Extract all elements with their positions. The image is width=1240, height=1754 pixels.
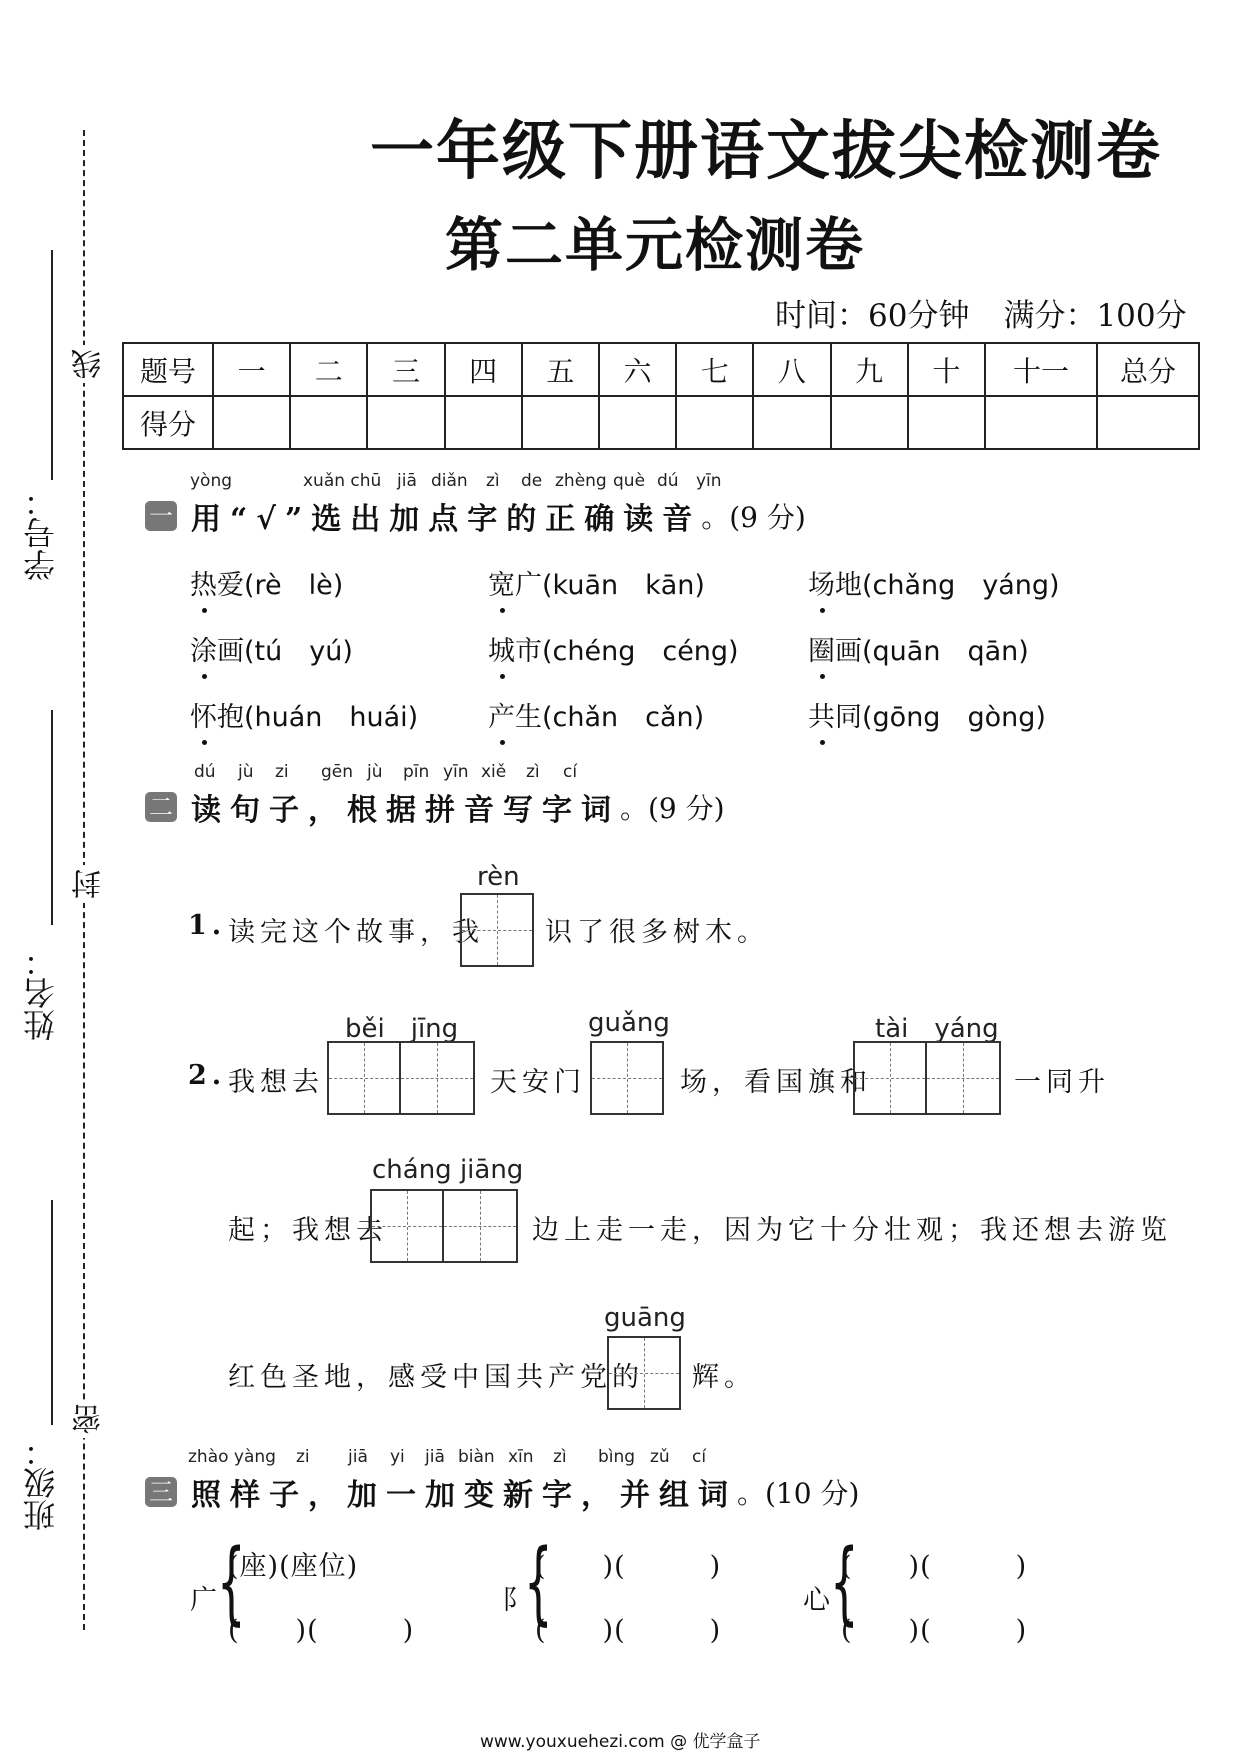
exam-meta [775, 290, 1221, 335]
pinyin: xuǎn chū [303, 471, 382, 491]
section-score: 。(9 分) [620, 792, 725, 825]
pinyin-choices[interactable]: (chǎng yáng) [862, 570, 1060, 601]
score-col: 六 [599, 343, 676, 396]
sentence-text: 识了很多树木。 [545, 917, 769, 948]
pinyin-hint: guāng [604, 1303, 686, 1333]
class-line [51, 1200, 53, 1425]
score-row-label: 得分 [123, 396, 213, 449]
writing-box[interactable] [460, 893, 534, 967]
pinyin: dú [194, 762, 216, 782]
pinyin-hint: tài yáng [875, 1014, 999, 1044]
pinyin-hint: cháng jiāng [372, 1155, 524, 1185]
student-id-line [51, 250, 53, 480]
pinyin: zǔ [650, 1447, 670, 1467]
score-col-total: 总分 [1097, 343, 1199, 396]
score-cell[interactable] [831, 396, 908, 449]
pinyin: xīn [508, 1447, 534, 1467]
word-example: (座)(座位) [228, 1551, 359, 1582]
score-cell[interactable] [522, 396, 599, 449]
name-label: 姓名： [22, 945, 60, 1041]
binding-mark-seal: 封 [68, 865, 112, 903]
word-blank[interactable]: ( )( ) [535, 1551, 722, 1582]
time-label: 时间：60分钟 [775, 298, 970, 334]
word-blank[interactable]: ( )( ) [841, 1551, 1028, 1582]
score-cell[interactable] [908, 396, 985, 449]
section-1-heading [145, 494, 806, 538]
question-number: 2. [188, 1060, 227, 1091]
word-blank[interactable]: ( )( ) [228, 1615, 415, 1646]
score-col: 十一 [985, 343, 1097, 396]
page-subtitle: 第二单元检测卷 [445, 211, 866, 279]
binding-mark-secret: 密 [68, 1400, 112, 1438]
writing-box[interactable] [370, 1189, 518, 1263]
score-col: 五 [522, 343, 599, 396]
section-instruction: 用“√”选出加点字的正确读音 [191, 502, 702, 537]
sentence-text: 起；我想去 [228, 1215, 388, 1246]
score-cell[interactable] [213, 396, 290, 449]
score-cell[interactable] [985, 396, 1097, 449]
reading-option [488, 629, 739, 668]
student-id-label: 学号： [22, 485, 60, 581]
pinyin: bìng [598, 1447, 636, 1467]
full-score-label: 满分：100分 [1003, 298, 1187, 334]
brace-icon: { [524, 1530, 553, 1635]
pinyin: yīn [696, 471, 722, 491]
score-cell[interactable] [599, 396, 676, 449]
writing-box[interactable] [853, 1041, 1001, 1115]
sentence-text: 天安门 [490, 1067, 586, 1098]
pinyin: jiā [348, 1447, 368, 1467]
pinyin: yīn [443, 762, 469, 782]
binding-mark-line: 线 [68, 345, 112, 383]
pinyin: jù [238, 762, 254, 782]
pinyin: jiā [425, 1447, 445, 1467]
score-cell[interactable] [753, 396, 830, 449]
page-title: 一年级下册语文拔尖检测卷 [370, 114, 1162, 189]
score-cell[interactable] [290, 396, 367, 449]
pinyin-hint: guǎng [588, 1008, 670, 1038]
pinyin-choices[interactable]: (kuān kān) [542, 570, 705, 601]
question-number: 1. [188, 910, 227, 941]
score-cell[interactable] [1097, 396, 1199, 449]
sentence-text: 我想去 [228, 1067, 324, 1098]
section-score: 。(10 分) [737, 1477, 860, 1510]
score-table [122, 342, 1200, 450]
pinyin: zi [275, 762, 289, 782]
name-line [51, 710, 53, 925]
dotted-char: 城 [488, 636, 515, 667]
word-rest: 广 [515, 570, 542, 601]
score-cell[interactable] [445, 396, 522, 449]
pinyin: cí [563, 762, 578, 782]
sentence-text: 读完这个故事，我 [228, 917, 484, 948]
pinyin: què [613, 471, 646, 491]
pinyin: diǎn [431, 471, 468, 491]
section-3-heading [145, 1470, 859, 1514]
pinyin: de [521, 471, 543, 491]
sentence-text: 场，看国旗和 [680, 1067, 872, 1098]
word-rest: 地 [835, 570, 862, 601]
pinyin-hint: rèn [477, 862, 520, 892]
sentence-text: 红色圣地，感受中国共产党的 [228, 1362, 644, 1393]
reading-option [808, 695, 1046, 734]
radical: 阝 [502, 1585, 529, 1616]
sentence-text: 一同升 [1014, 1067, 1110, 1098]
dotted-char: 产 [488, 702, 515, 733]
pinyin: pīn [403, 762, 430, 782]
footer-watermark: www.youxuehezi.com @ 优学盒子 [480, 1732, 761, 1752]
reading-option [808, 629, 1029, 668]
word-rest: 画 [217, 636, 244, 667]
score-table-score-row [123, 396, 1199, 449]
score-col: 十 [908, 343, 985, 396]
pinyin-choices[interactable]: (huán huái) [244, 702, 419, 733]
reading-option [190, 695, 418, 734]
writing-box[interactable] [590, 1041, 664, 1115]
pinyin: biàn [458, 1447, 495, 1467]
score-col: 三 [367, 343, 444, 396]
word-rest: 画 [835, 636, 862, 667]
pinyin-choices[interactable]: (chéng céng) [542, 636, 739, 667]
dotted-char: 宽 [488, 570, 515, 601]
score-col: 四 [445, 343, 522, 396]
pinyin: zì [553, 1447, 567, 1467]
score-table-header-label: 题号 [123, 343, 213, 396]
section-badge: 三 [145, 1477, 177, 1507]
pinyin-choices[interactable]: (chǎn cǎn) [542, 702, 705, 733]
pinyin: gēn [321, 762, 354, 782]
writing-box[interactable] [607, 1336, 681, 1410]
pinyin: dú [657, 471, 679, 491]
pinyin: jiā [397, 471, 417, 491]
reading-option [190, 563, 343, 602]
pinyin-choices[interactable]: (rè lè) [244, 570, 344, 601]
score-col: 八 [753, 343, 830, 396]
reading-option [808, 563, 1060, 602]
pinyin: zì [486, 471, 500, 491]
pinyin-hint: běi jīng [345, 1014, 459, 1044]
pinyin: zì [526, 762, 540, 782]
sentence-text: 辉。 [692, 1362, 756, 1393]
dotted-char: 热 [190, 570, 217, 601]
dotted-char: 怀 [190, 702, 217, 733]
writing-box[interactable] [327, 1041, 475, 1115]
reading-option [488, 695, 704, 734]
reading-option [190, 629, 353, 668]
pinyin: jù [367, 762, 383, 782]
score-table-header-row [123, 343, 1199, 396]
score-col: 九 [831, 343, 908, 396]
pinyin-choices[interactable]: (tú yú) [244, 636, 353, 667]
score-cell[interactable] [676, 396, 753, 449]
word-blank[interactable]: ( )( ) [841, 1615, 1028, 1646]
section-badge: 一 [145, 501, 177, 531]
sentence-text: 边上走一走，因为它十分壮观；我还想去游览 [532, 1215, 1172, 1246]
radical: 心 [803, 1585, 830, 1616]
section-instruction: 照样子，加一加变新字，并组词 [191, 1478, 737, 1513]
section-score: 。(9 分) [701, 501, 806, 534]
word-rest: 市 [515, 636, 542, 667]
section-badge: 二 [145, 792, 177, 822]
class-label: 班级： [22, 1435, 60, 1531]
pinyin: zi [296, 1447, 310, 1467]
section-instruction: 读句子，根据拼音写字词 [191, 793, 620, 828]
dotted-char: 涂 [190, 636, 217, 667]
brace-icon: { [830, 1530, 859, 1635]
pinyin: yi [390, 1447, 405, 1467]
pinyin: zhào yàng [188, 1447, 276, 1467]
radical: 广 [190, 1585, 217, 1616]
score-col: 一 [213, 343, 290, 396]
word-rest: 同 [835, 702, 862, 733]
dotted-char: 场 [808, 570, 835, 601]
dotted-char: 圈 [808, 636, 835, 667]
section-2-heading [145, 785, 725, 829]
reading-option [488, 563, 705, 602]
pinyin: zhèng [555, 471, 607, 491]
pinyin-choices[interactable]: (gōng gòng) [862, 702, 1046, 733]
dotted-char: 共 [808, 702, 835, 733]
score-cell[interactable] [367, 396, 444, 449]
pinyin: yòng [190, 471, 233, 491]
word-rest: 生 [515, 702, 542, 733]
score-col: 七 [676, 343, 753, 396]
word-blank[interactable]: ( )( ) [535, 1615, 722, 1646]
pinyin: xiě [481, 762, 507, 782]
pinyin: cí [692, 1447, 707, 1467]
brace-icon: { [217, 1530, 246, 1635]
score-col: 二 [290, 343, 367, 396]
pinyin-choices[interactable]: (quān qān) [862, 636, 1029, 667]
word-rest: 爱 [217, 570, 244, 601]
word-rest: 抱 [217, 702, 244, 733]
